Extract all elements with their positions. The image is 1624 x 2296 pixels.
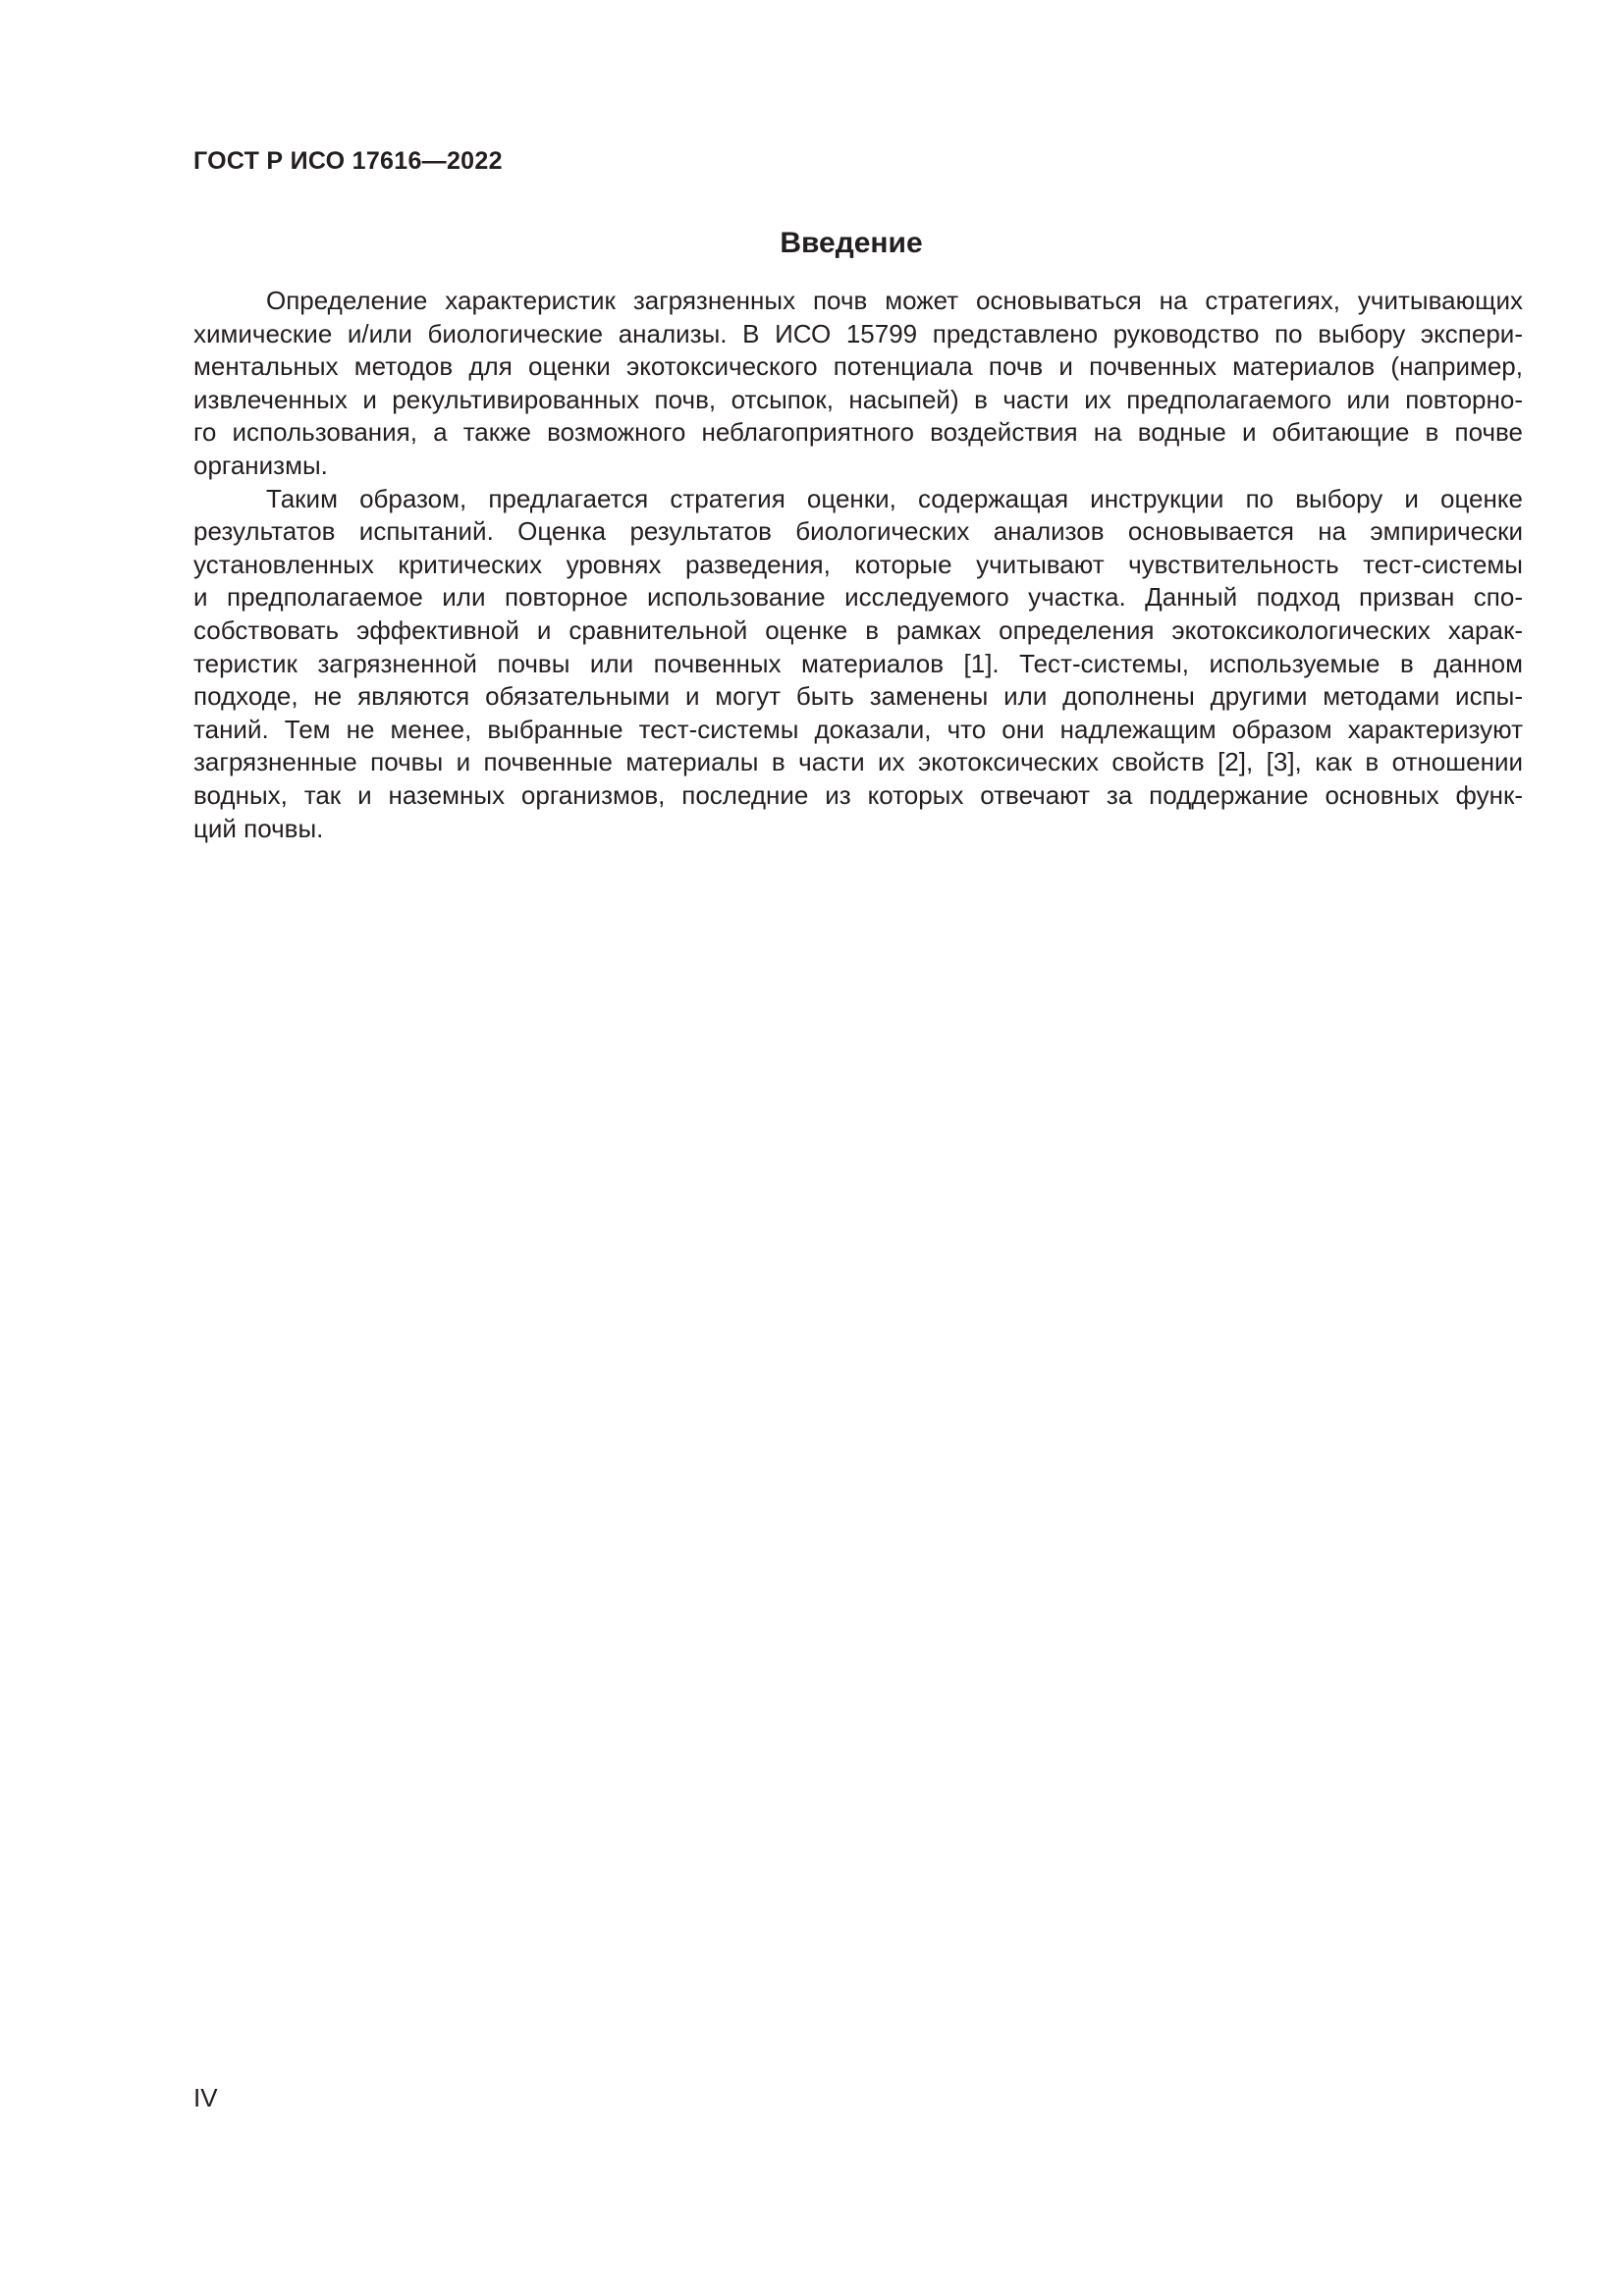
- paragraph-2: [193, 483, 1523, 846]
- text-line: подходе, не являются обязательными и могут быть заменены или дополнены другими методами испы-: [193, 681, 1523, 712]
- text-line: Таким образом, предлагается стратегия оценки, содержащая инструкции по выбору и оценке: [266, 483, 1523, 513]
- text-line: ций почвы.: [193, 813, 324, 843]
- section-title: Введение: [780, 227, 923, 259]
- introduction-body: [193, 285, 1523, 845]
- text-line: и предполагаемое или повторное использование исследуемого участка. Данный подход призван спо-: [193, 582, 1523, 613]
- page-number: IV: [193, 2083, 218, 2112]
- text-line: теристик загрязненной почвы или почвенных материалов [1]. Тест-системы, используемые в данном: [193, 648, 1523, 678]
- text-line: водных, так и наземных организмов, последние из которых отвечают за поддержание основных функ-: [193, 779, 1523, 810]
- text-line: установленных критических уровнях разведения, которые учитывают чувствительность тест-системы: [193, 549, 1523, 579]
- text-line: таний. Тем не менее, выбранные тест-системы доказали, что они надлежащим образом характеризуют: [193, 714, 1523, 744]
- text-line: Определение характеристик загрязненных почв может основываться на стратегиях, учитывающих: [266, 286, 1523, 315]
- text-line: собствовать эффективной и сравнительной оценке в рамках определения экотоксикологических харак-: [193, 614, 1523, 645]
- text-line: химические и/или биологические анализы. В ИСО 15799 представлено руководство по выбору экспери-: [193, 318, 1523, 348]
- document-code-header: ГОСТ Р ИСО 17616—2022: [193, 147, 503, 175]
- text-line: ментальных методов для оценки экотоксического потенциала почв и почвенных материалов (например,: [193, 351, 1523, 382]
- text-line: загрязненные почвы и почвенные материалы в части их экотоксических свойств [2], [3], как в отношении: [193, 747, 1523, 777]
- paragraph-1: [193, 285, 1523, 483]
- text-line: организмы.: [193, 450, 328, 480]
- text-line: извлеченных и рекультивированных почв, отсыпок, насыпей) в части их предполагаемого или повторно-: [193, 384, 1523, 414]
- text-line: го использования, а также возможного неблагоприятного воздействия на водные и обитающие в почве: [193, 417, 1523, 448]
- text-line: результатов испытаний. Оценка результатов биологических анализов основывается на эмпирически: [193, 516, 1523, 547]
